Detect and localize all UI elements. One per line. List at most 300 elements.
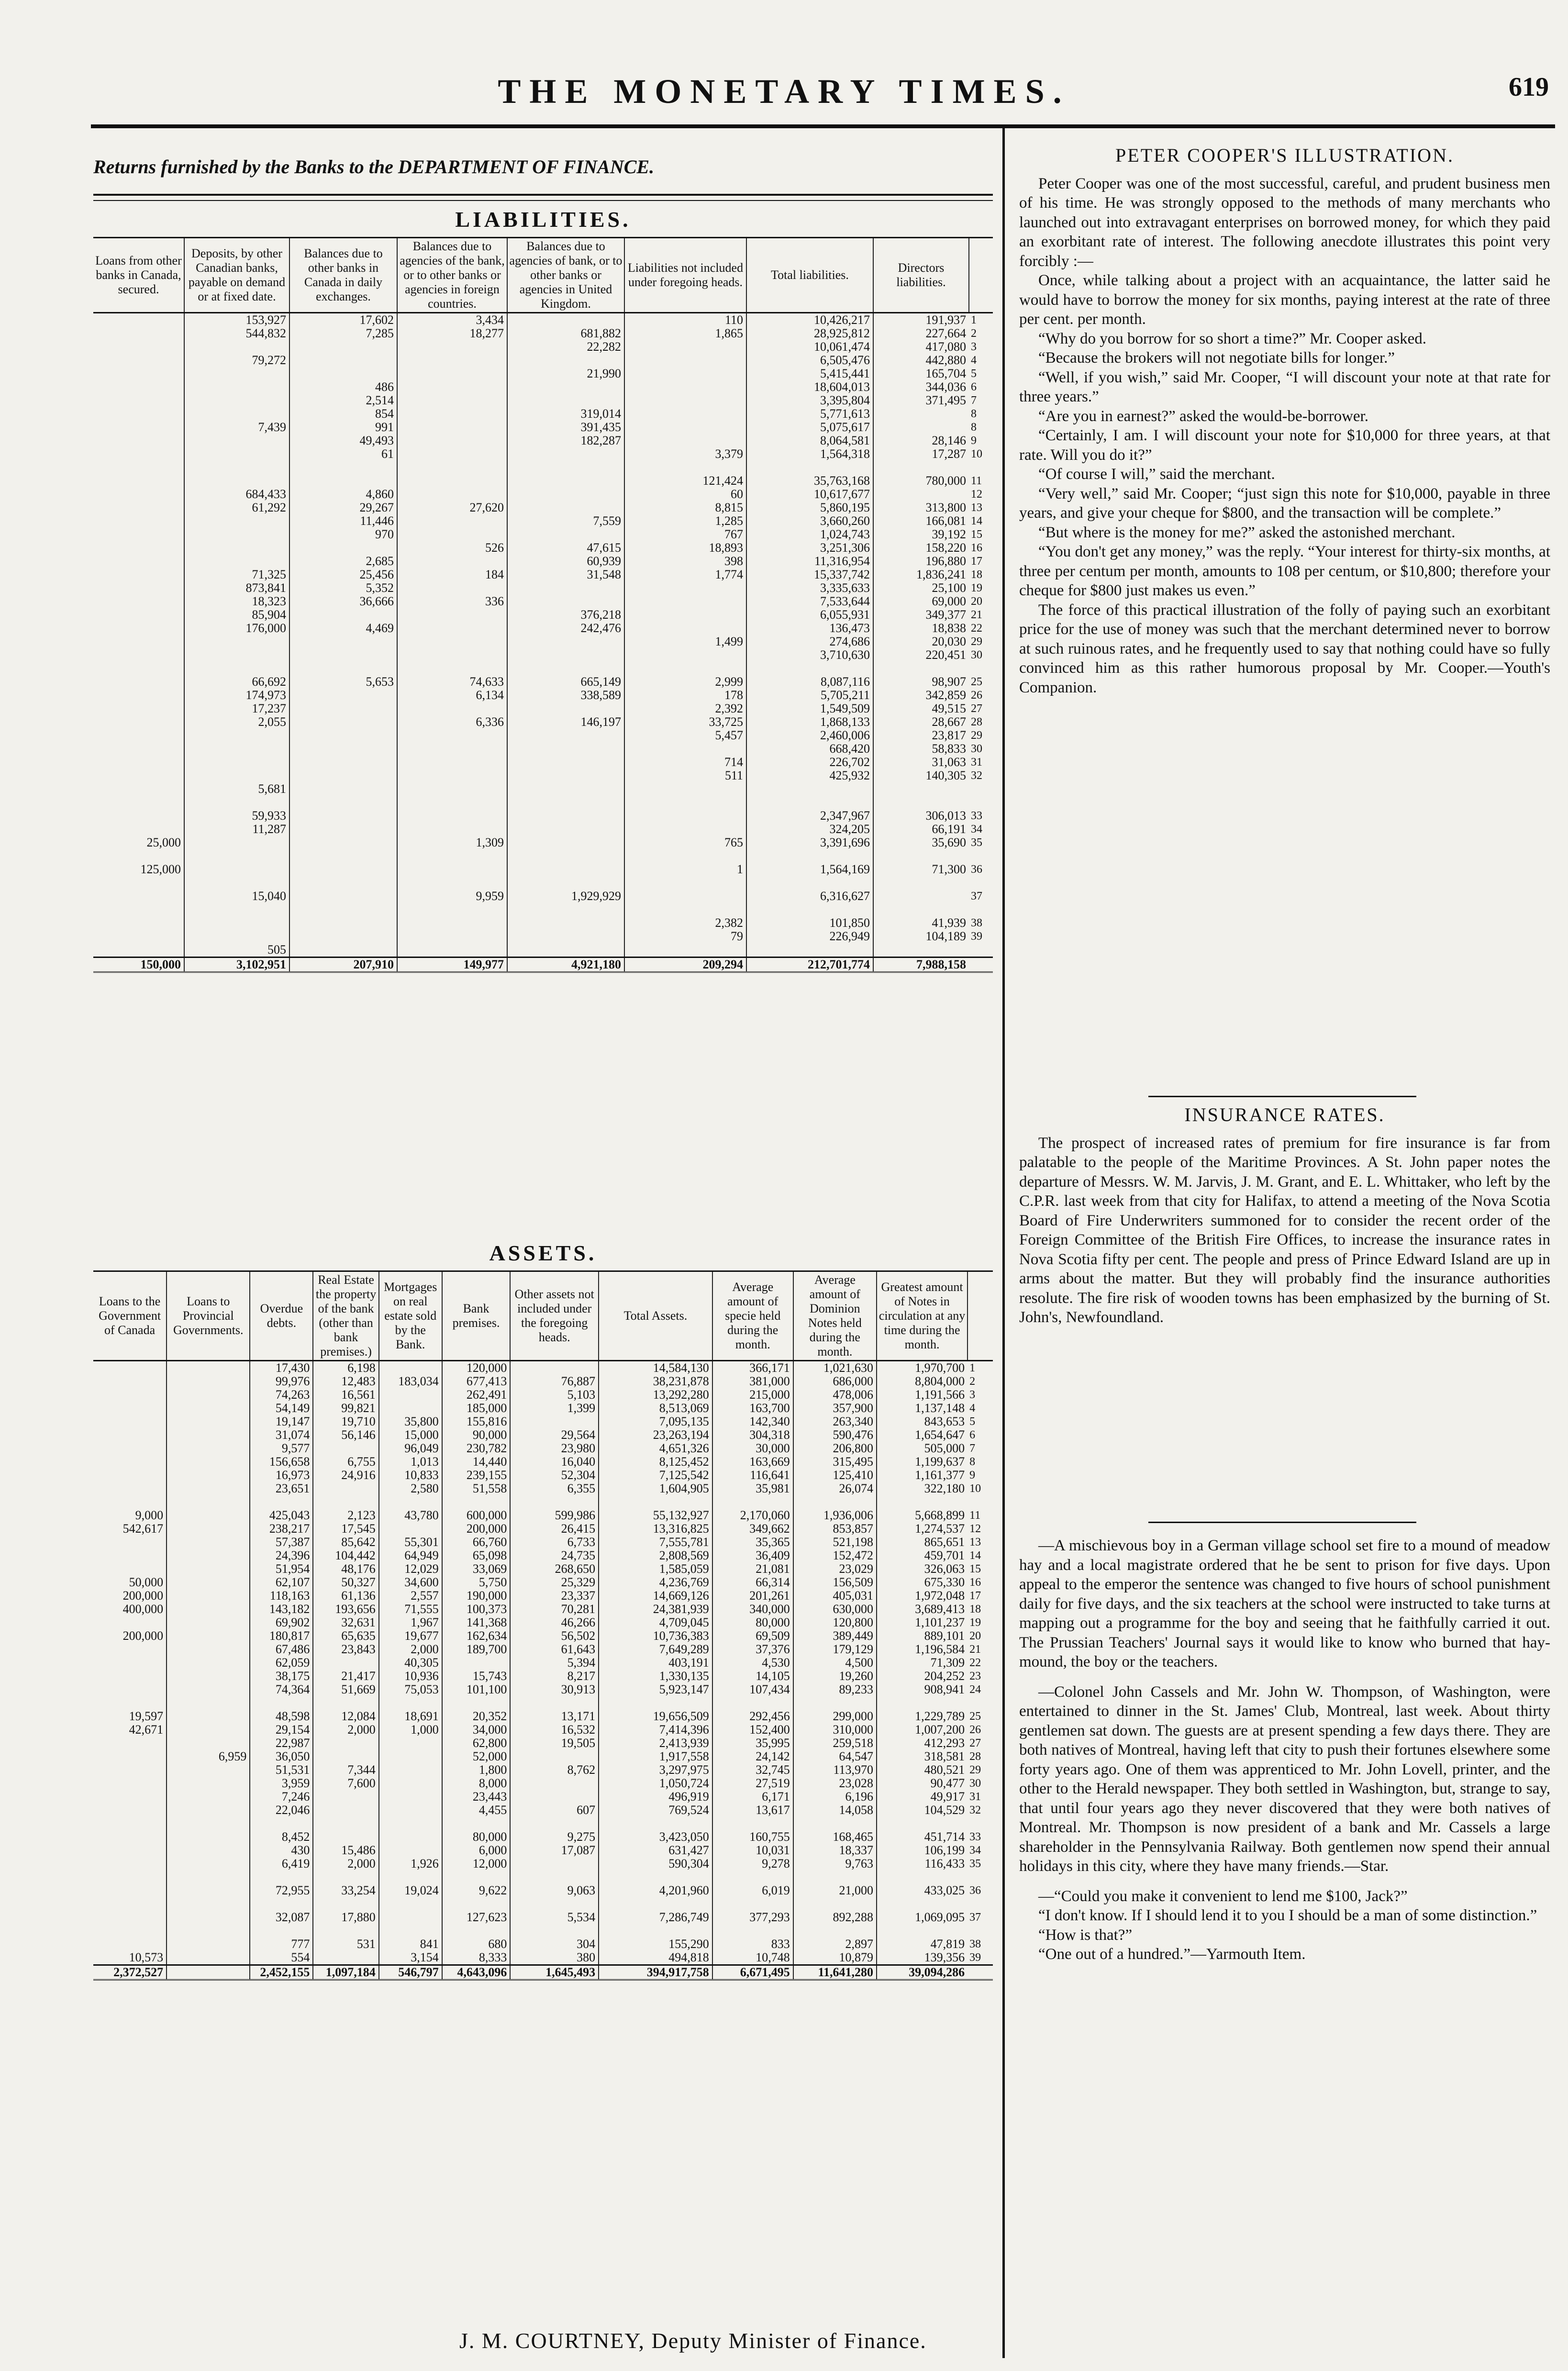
table-cell: 833 [712,1937,793,1951]
table-cell [184,407,289,421]
table-cell [167,1522,250,1536]
assets-row [93,1509,993,1522]
totals-row [93,957,993,972]
table-cell [746,796,873,809]
table-cell: 64,949 [379,1549,442,1562]
table-cell: 6,419 [250,1857,313,1870]
table-cell [746,903,873,916]
bank-number: 31 [969,1791,981,1803]
table-cell: 90,000 [442,1428,511,1442]
table-cell: 4,469 [289,622,397,635]
bank-number: 1 [971,314,977,326]
table-cell [379,1830,442,1844]
total-cell: 7,988,158 [873,957,969,972]
table-cell: 3,660,260 [746,514,873,528]
table-cell: 22,987 [250,1737,313,1750]
table-cell [167,1589,250,1603]
table-cell: 1,191,566 [877,1388,967,1402]
table-cell [599,1817,712,1830]
bank-number: 30 [969,1777,981,1790]
table-cell: 1,936,006 [793,1509,877,1522]
table-cell: 31,074 [250,1428,313,1442]
liabilities-row [93,622,993,635]
table-cell: 459,701 [877,1549,967,1562]
table-cell [510,1495,599,1509]
table-cell [624,849,746,863]
table-cell: 85,642 [313,1536,378,1549]
table-cell [397,488,507,501]
assets-row [93,1629,993,1643]
table-cell: 22,046 [250,1803,313,1817]
paragraph: “Because the brokers will not negotiate bills for longer.” [1038,349,1395,367]
table-cell: 20,030 [873,635,969,648]
table-cell: 15,486 [313,1844,378,1857]
liabilities-row [93,823,993,836]
table-cell [873,782,969,796]
table-cell: 98,907 [873,675,969,689]
table-cell: 505,000 [877,1442,967,1455]
table-cell [289,715,397,729]
bank-number: 22 [971,622,982,634]
table-cell: 892,288 [793,1911,877,1924]
table-cell: 7,649,289 [599,1643,712,1656]
assets-row [93,1696,993,1710]
assets-row [93,1844,993,1857]
assets-row [93,1361,993,1375]
bank-number: 11 [969,1509,981,1522]
liab-header-balances-foreign: Balances due to agencies of the bank, or to other banks or agencies in foreign countries. [397,238,507,313]
article-title: INSURANCE RATES. [1184,1104,1385,1125]
table-cell: 380 [510,1951,599,1965]
table-cell: 2,392 [624,702,746,715]
table-cell [397,903,507,916]
table-cell [397,742,507,756]
table-cell: 8,513,069 [599,1402,712,1415]
table-cell [184,836,289,849]
table-cell [289,662,397,675]
table-cell: 47,819 [877,1937,967,1951]
table-cell: 10,031 [712,1844,793,1857]
table-cell: 1,836,241 [873,568,969,581]
table-cell: 146,197 [507,715,624,729]
liabilities-row [93,608,993,622]
table-cell: 4,236,769 [599,1576,712,1589]
table-cell [507,635,624,648]
table-cell [510,1897,599,1911]
table-cell: 56,502 [510,1629,599,1643]
table-cell: 7,095,135 [599,1415,712,1428]
table-cell [289,876,397,890]
article-body [1019,1134,1550,1327]
table-cell [379,1361,442,1375]
total-cell: 212,701,774 [746,957,873,972]
table-cell: 23,817 [873,729,969,742]
table-cell: 1,917,558 [599,1750,712,1763]
assets-row [93,1737,993,1750]
table-cell: 1,285 [624,514,746,528]
table-cell: 61,136 [313,1589,378,1603]
table-cell: 196,880 [873,555,969,568]
table-cell [93,1455,167,1469]
table-cell: 544,832 [184,327,289,340]
assets-row [93,1857,993,1870]
table-cell [93,1777,167,1790]
table-cell [873,849,969,863]
table-cell [167,1683,250,1696]
table-cell: 1,024,743 [746,528,873,541]
table-cell [507,501,624,514]
table-cell [167,1737,250,1750]
table-cell [93,1683,167,1696]
table-cell: 13,292,280 [599,1388,712,1402]
table-cell: 344,036 [873,380,969,394]
table-cell: 47,615 [507,541,624,555]
liabilities-row [93,863,993,876]
table-cell: 599,986 [510,1509,599,1522]
table-cell: 403,191 [599,1656,712,1670]
table-cell: 3,391,696 [746,836,873,849]
table-cell: 24,381,939 [599,1603,712,1616]
table-cell [507,488,624,501]
bank-number: 39 [971,930,982,943]
table-cell [93,595,184,608]
table-cell: 104,442 [313,1549,378,1562]
table-cell [397,434,507,447]
table-cell: 342,859 [873,689,969,702]
table-cell: 26,415 [510,1522,599,1536]
table-cell: 769,524 [599,1803,712,1817]
table-cell [167,1844,250,1857]
table-cell [397,394,507,407]
table-cell [93,1763,167,1777]
table-cell [397,863,507,876]
table-cell [93,354,184,367]
table-cell: 4,651,326 [599,1442,712,1455]
table-cell: 2,460,006 [746,729,873,742]
table-cell: 9,278 [712,1857,793,1870]
table-cell [93,501,184,514]
table-cell: 3,379 [624,447,746,461]
table-cell: 398 [624,555,746,568]
article-misc [1019,1536,1550,1964]
table-cell: 3,395,804 [746,394,873,407]
table-cell [397,380,507,394]
bank-number: 17 [969,1590,981,1602]
table-cell: 96,049 [379,1442,442,1455]
table-cell: 239,155 [442,1469,511,1482]
table-cell [397,809,507,823]
bank-number: 35 [971,836,982,849]
assets-row [93,1763,993,1777]
table-cell: 176,000 [184,622,289,635]
table-cell: 18,893 [624,541,746,555]
bank-number: 8 [971,421,977,434]
bank-number: 19 [969,1616,981,1629]
divider [1148,1522,1416,1523]
table-cell [167,1402,250,1415]
table-cell [93,568,184,581]
table-cell: 10,426,217 [746,313,873,327]
table-cell [507,662,624,675]
table-cell [510,1777,599,1790]
assets-header-row [93,1271,993,1361]
table-cell: 5,534 [510,1911,599,1924]
table-cell: 1,199,637 [877,1455,967,1469]
table-cell: 65,635 [313,1629,378,1643]
table-cell: 35,690 [873,836,969,849]
bank-number: 27 [969,1737,981,1749]
table-cell: 349,662 [712,1522,793,1536]
table-cell: 183,034 [379,1375,442,1388]
table-cell [624,461,746,474]
table-cell [624,648,746,662]
table-cell: 8,815 [624,501,746,514]
table-cell: 33,069 [442,1562,511,1576]
bank-number: 1 [969,1362,976,1374]
table-cell [167,1870,250,1884]
table-cell: 2,413,939 [599,1737,712,1750]
table-cell: 56,146 [313,1428,378,1442]
liabilities-row [93,474,993,488]
table-cell: 366,171 [712,1361,793,1375]
table-cell [624,421,746,434]
table-cell [167,1576,250,1589]
table-cell [379,1737,442,1750]
table-cell: 496,919 [599,1790,712,1803]
table-cell: 16,973 [250,1469,313,1482]
table-cell: 74,364 [250,1683,313,1696]
table-cell [507,756,624,769]
table-cell: 425,043 [250,1509,313,1522]
table-cell: 322,180 [877,1482,967,1495]
table-cell [93,1428,167,1442]
table-cell: 156,509 [793,1576,877,1589]
table-cell [93,1361,167,1375]
paragraph: “You don't get any money,” was the reply. “Your interest for thirty-six months, at three per centum per month, amounts to 108 per centum, or $10,800; therefore your cheque for $800 just makes us even.” [1019,543,1550,599]
table-cell [507,380,624,394]
table-cell: 66,314 [712,1576,793,1589]
bank-number: 9 [971,434,977,447]
table-cell [184,648,289,662]
table-cell [93,581,184,595]
table-cell: 75,053 [379,1683,442,1696]
table-cell [510,1924,599,1937]
table-cell: 58,833 [873,742,969,756]
asset-header-overdue: Overdue debts. [250,1271,313,1361]
table-cell [599,1924,712,1937]
table-cell [873,461,969,474]
table-cell: 306,013 [873,809,969,823]
table-cell: 140,305 [873,769,969,782]
table-cell: 531 [313,1937,378,1951]
table-cell [379,1924,442,1937]
liab-header-loans: Loans from other banks in Canada, secured. [95,254,182,296]
table-cell [289,796,397,809]
table-cell: 30,913 [510,1683,599,1696]
table-cell: 39,192 [873,528,969,541]
table-cell: 191,937 [873,313,969,327]
table-cell: 1,929,929 [507,890,624,903]
table-cell: 3,689,413 [877,1603,967,1616]
table-cell: 714 [624,756,746,769]
table-cell: 72,955 [250,1884,313,1897]
table-cell [184,635,289,648]
table-cell [793,1924,877,1937]
table-cell: 69,902 [250,1616,313,1629]
total-cell: 394,917,758 [599,1965,712,1980]
table-cell [397,796,507,809]
bank-number: 17 [971,555,982,568]
table-cell: 1,499 [624,635,746,648]
table-cell: 1,564,169 [746,863,873,876]
asset-header-dominion: Average amount of Dominion Notes held during the month. [793,1271,877,1361]
table-cell [184,434,289,447]
table-cell: 865,651 [877,1536,967,1549]
bank-number [969,782,993,796]
table-cell [93,675,184,689]
table-cell [877,1696,967,1710]
table-cell: 12,483 [313,1375,378,1388]
table-cell: 8,804,000 [877,1375,967,1388]
table-cell: 139,356 [877,1951,967,1965]
asset-header-loans-prov: Loans to Provincial Governments. [167,1271,250,1361]
table-cell: 381,000 [712,1375,793,1388]
table-cell [184,367,289,380]
table-cell: 7,286,749 [599,1911,712,1924]
assets-row [93,1937,993,1951]
table-cell [793,1696,877,1710]
table-cell: 2,580 [379,1482,442,1495]
liabilities-row [93,890,993,903]
table-cell [624,581,746,595]
table-cell: 8,125,452 [599,1455,712,1469]
table-cell: 873,841 [184,581,289,595]
table-cell [289,702,397,715]
liabilities-row [93,796,993,809]
table-cell [289,461,397,474]
table-cell [442,1656,511,1670]
total-cell: 207,910 [289,957,397,972]
table-cell: 70,281 [510,1603,599,1616]
table-cell [93,1924,167,1937]
bank-number [967,1817,993,1830]
table-cell [167,1549,250,1562]
table-cell: 11,287 [184,823,289,836]
table-cell [379,1388,442,1402]
table-cell: 152,400 [712,1723,793,1737]
table-cell: 607 [510,1803,599,1817]
table-cell [289,809,397,823]
table-cell: 80,000 [712,1616,793,1629]
table-cell [379,1696,442,1710]
table-cell [93,1897,167,1911]
table-cell: 101,850 [746,916,873,930]
table-cell: 631,427 [599,1844,712,1857]
table-cell: 99,976 [250,1375,313,1388]
table-cell: 2,000 [313,1723,378,1737]
table-cell: 274,686 [746,635,873,648]
table-cell [167,1415,250,1428]
table-cell: 357,900 [793,1402,877,1415]
table-cell [397,407,507,421]
table-cell: 32,631 [313,1616,378,1629]
table-cell: 190,000 [442,1589,511,1603]
table-cell: 6,505,476 [746,354,873,367]
table-cell: 36,050 [250,1750,313,1763]
bank-number: 5 [971,367,977,380]
total-cell: 4,921,180 [507,957,624,972]
table-cell: 7,125,542 [599,1469,712,1482]
table-cell [507,313,624,327]
bank-number: 19 [971,582,982,594]
article-body [1019,1536,1550,1964]
table-cell [289,340,397,354]
table-cell: 4,709,045 [599,1616,712,1629]
table-cell [599,1870,712,1884]
assets-row [93,1723,993,1737]
table-cell [250,1817,313,1830]
table-cell [289,823,397,836]
table-cell [624,796,746,809]
bank-number: 16 [969,1576,981,1589]
bank-number [967,1924,993,1937]
table-cell [510,1415,599,1428]
table-cell: 4,500 [793,1656,877,1670]
bank-number: 20 [971,595,982,608]
table-cell: 5,668,899 [877,1509,967,1522]
table-cell: 1 [624,863,746,876]
table-cell [167,1643,250,1656]
liabilities-row [93,689,993,702]
table-cell: 8,452 [250,1830,313,1844]
table-cell [184,461,289,474]
table-cell: 677,413 [442,1375,511,1388]
table-cell [507,474,624,488]
table-cell [289,836,397,849]
table-cell: 5,352 [289,581,397,595]
table-cell: 127,623 [442,1911,511,1924]
table-cell: 3,251,306 [746,541,873,555]
table-cell: 1,970,700 [877,1361,967,1375]
table-cell [93,1750,167,1763]
table-cell: 200,000 [122,1589,164,1603]
table-cell: 62,800 [442,1737,511,1750]
table-cell: 338,589 [507,689,624,702]
table-cell: 29,267 [289,501,397,514]
assets-row [93,1428,993,1442]
table-cell [289,729,397,742]
liabilities-row [93,715,993,729]
bank-number: 7 [969,1442,976,1455]
table-cell [313,1870,378,1884]
liabilities-row [93,769,993,782]
table-cell: 162,634 [442,1629,511,1643]
table-cell [167,1536,250,1549]
table-cell [184,380,289,394]
table-cell: 349,377 [873,608,969,622]
table-cell [624,354,746,367]
table-cell [93,1415,167,1428]
table-cell: 767 [624,528,746,541]
table-cell [289,648,397,662]
table-cell: 18,691 [379,1710,442,1723]
table-cell: 23,263,194 [599,1428,712,1442]
table-cell: 1,926 [379,1857,442,1870]
table-cell: 8,064,581 [746,434,873,447]
table-cell: 4,860 [289,488,397,501]
table-cell: 69,509 [712,1629,793,1643]
table-cell: 21,990 [507,367,624,380]
